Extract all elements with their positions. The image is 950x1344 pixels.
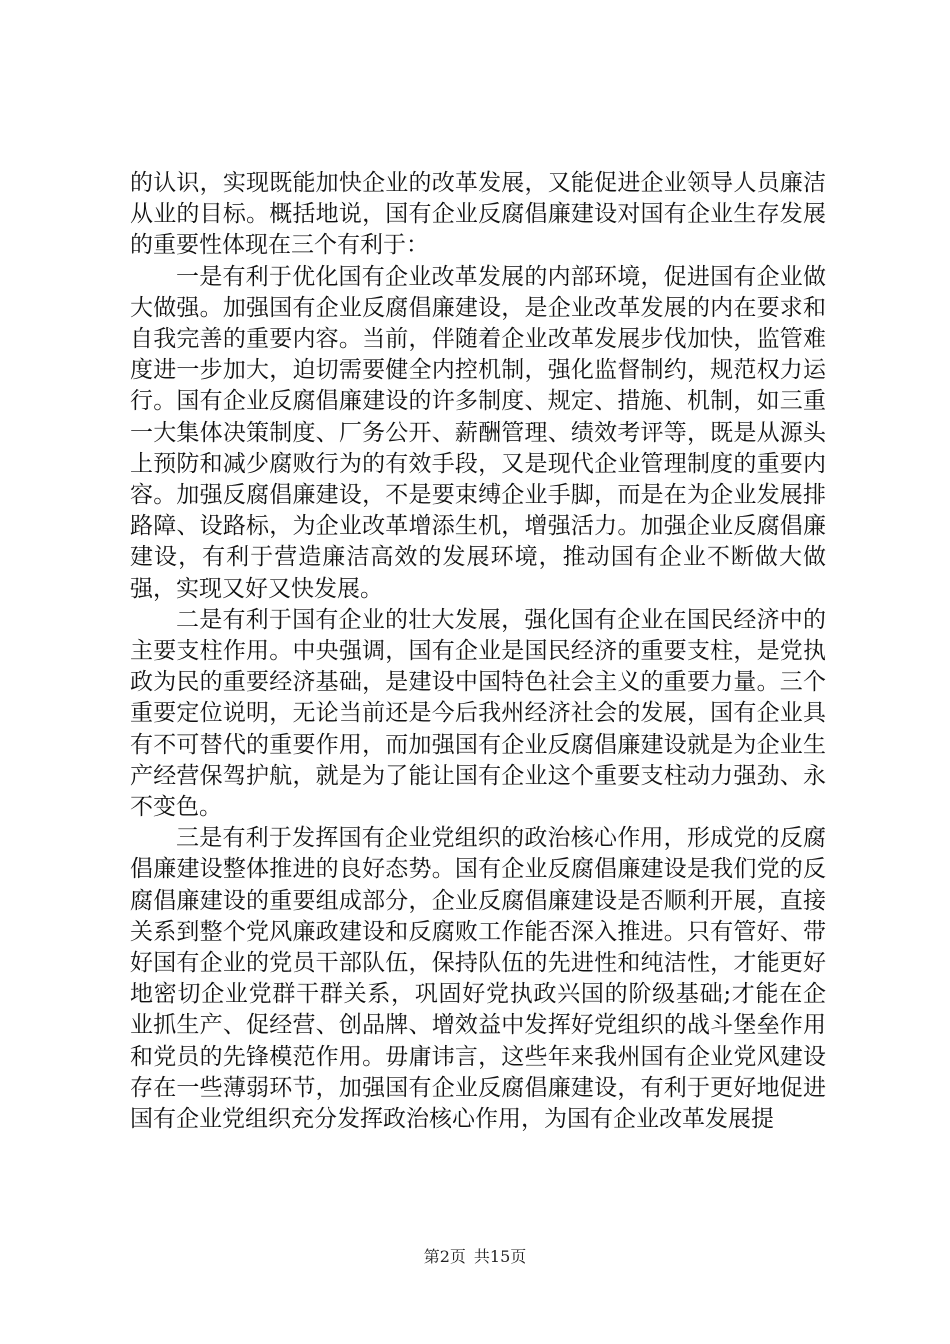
document-body xyxy=(130,168,826,1135)
paragraph-2: 一是有利于优化国有企业改革发展的内部环境，促进国有企业做大做强。加强国有企业反腐倡廉建设，是企业改革发展的内在要求和自我完善的重要内容。当前，伴随着企业改革发展步伐加快，监管难度进一步加大，迫切需要健全内控机制，强化监督制约，规范权力运行。国有企业反腐倡廉建设的许多制度、规定、措施、机制，如三重一大集体决策制度、厂务公开、薪酬管理、绩效考评等，既是从源头上预防和减少腐败行为的有效手段，又是现代企业管理制度的重要内容。加强反腐倡廉建设，不是要束缚企业手脚，而是在为企业发展排路障、设路标，为企业改革增添生机，增强活力。加强企业反腐倡廉建设，有利于营造廉洁高效的发展环境，推动国有企业不断做大做强，实现又好又快发展。 xyxy=(130,263,826,602)
paragraph-3: 二是有利于国有企业的壮大发展，强化国有企业在国民经济中的主要支柱作用。中央强调，国有企业是国民经济的重要支柱，是党执政为民的重要经济基础，是建设中国特色社会主义的重要力量。三个重要定位说明，无论当前还是今后我州经济社会的发展，国有企业具有不可替代的重要作用，而加强国有企业反腐倡廉建设就是为企业生产经营保驾护航，就是为了能让国有企业这个重要支柱动力强劲、永不变色。 xyxy=(130,606,826,821)
page-footer xyxy=(0,1244,950,1267)
paragraph-4: 三是有利于发挥国有企业党组织的政治核心作用，形成党的反腐倡廉建设整体推进的良好态势。国有企业反腐倡廉建设是我们党的反腐倡廉建设的重要组成部分，企业反腐倡廉建设是否顺利开展，直接关系到整个党风廉政建设和反腐败工作能否深入推进。只有管好、带好国有企业的党员干部队伍，保持队伍的先进性和纯洁性，才能更好地密切企业党群干群关系，巩固好党执政兴国的阶级基础;才能在企业抓生产、促经营、创品牌、增效益中发挥好党组织的战斗堡垒作用和党员的先锋模范作用。毋庸讳言，这些年来我州国有企业党风建设存在一些薄弱环节，加强国有企业反腐倡廉建设，有利于更好地促进国有企业党组织充分发挥政治核心作用，为国有企业改革发展提 xyxy=(130,825,826,1133)
page-number: 第2页 xyxy=(423,1247,466,1266)
paragraph-1: 的认识，实现既能加快企业的改革发展，又能促进企业领导人员廉洁从业的目标。概括地说，国有企业反腐倡廉建设对国有企业生存发展的重要性体现在三个有利于： xyxy=(130,170,826,259)
page-total: 共15页 xyxy=(473,1247,527,1266)
